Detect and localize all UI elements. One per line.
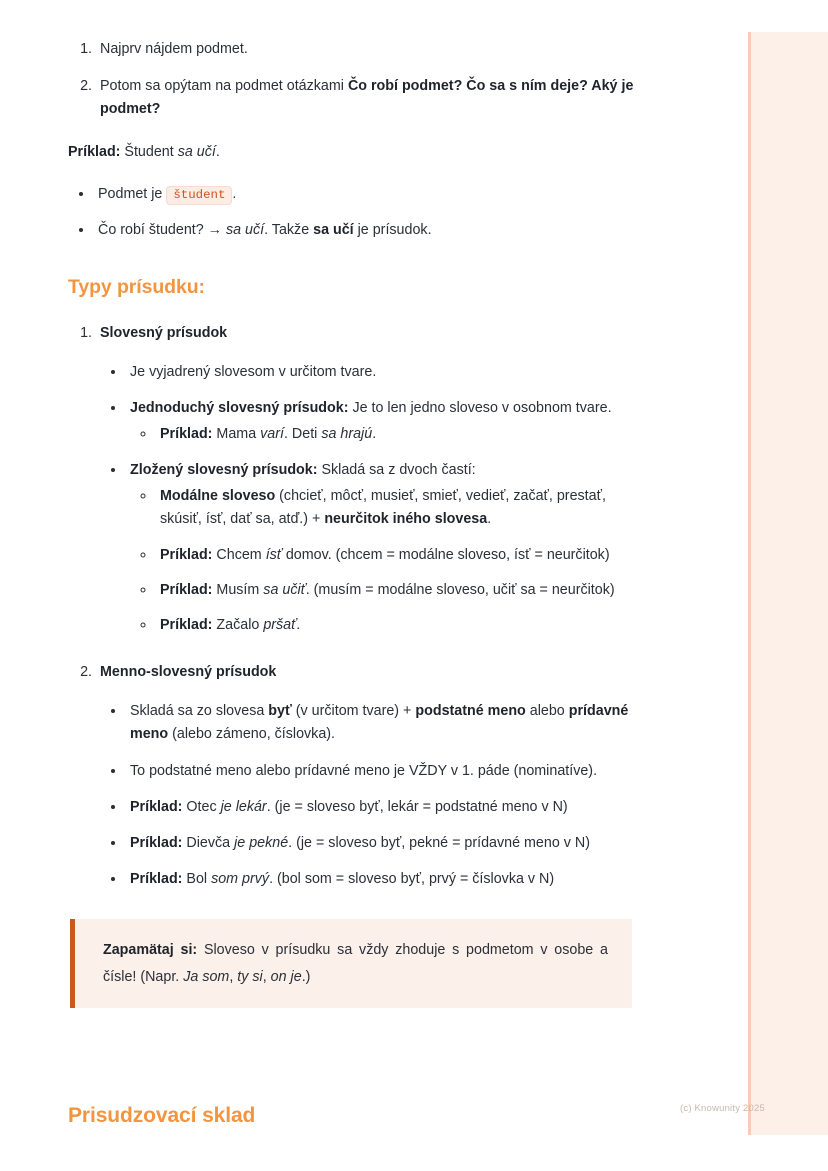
types-ordered-list: [68, 322, 638, 892]
priklad-i1: ísť: [265, 546, 282, 563]
list-item: [96, 322, 638, 638]
list-item: [126, 459, 638, 637]
priklad-p2: . Deti: [283, 425, 322, 442]
type-2-heading: Menno-slovesný prísudok: [100, 664, 277, 681]
t1-b3-plain: Skladá sa z dvoch častí:: [317, 462, 476, 479]
priklad-p1: Bol: [182, 871, 212, 888]
example-italic: sa učí: [177, 144, 216, 161]
subject-b2-before: Čo robí študent? →: [98, 221, 226, 238]
page-title: Typy prísudku:: [68, 275, 205, 298]
remember-callout: [70, 919, 632, 1008]
callout-p4: .): [301, 968, 311, 985]
priklad-p2: .: [296, 616, 301, 633]
t1-b2-bold: Jednoduchý slovesný prísudok:: [130, 399, 349, 416]
t2-b2-text: To podstatné meno alebo prídavné meno je VŽDY v 1. páde (nominatíve).: [130, 762, 598, 779]
list-item: [126, 700, 638, 746]
t1-b2-sublist: [130, 423, 638, 446]
t1-b3-sublist: [130, 485, 638, 637]
callout-p1: Sloveso v prísudku sa vždy zhoduje s podmetom v osobe a čísle! (Napr.: [103, 942, 608, 985]
priklad-p2: . (je = sloveso byť, lekár = podstatné meno v N): [266, 798, 568, 815]
callout-i2: ty si: [237, 968, 263, 985]
neurcitok-bold: neurčitok iného slovesa: [324, 511, 488, 528]
priklad-label: Príklad:: [130, 834, 183, 851]
example-text-before: Študent: [120, 144, 178, 161]
priklad-p2: domov. (chcem = modálne sloveso, ísť = neurčitok): [281, 546, 610, 563]
list-item: [126, 760, 638, 783]
list-item: [126, 868, 638, 891]
callout-p2: ,: [229, 968, 238, 985]
priklad-p3: .: [372, 425, 377, 442]
list-item: [156, 579, 638, 602]
copyright-watermark: (c) Knowunity 2025: [680, 1103, 765, 1114]
code-chip-student: študent: [166, 186, 232, 205]
subject-b2-after: je prísudok.: [353, 221, 432, 238]
steps-ordered-list: [68, 38, 638, 121]
document-content: [68, 38, 638, 1008]
t2-b1-p1: Skladá sa zo slovesa: [130, 703, 269, 720]
callout-p3: ,: [262, 968, 271, 985]
type-1-heading: Slovesný prísudok: [100, 324, 228, 341]
priklad-p1: Začalo: [212, 616, 264, 633]
subject-b1-after: .: [232, 185, 237, 202]
priklad-p1: Mama: [212, 425, 261, 442]
list-item: [126, 832, 638, 855]
list-item: [156, 614, 638, 637]
callout-label: Zapamätaj si:: [103, 942, 198, 959]
priklad-label: Príklad:: [160, 581, 213, 598]
priklad-i1: pršať: [263, 616, 297, 633]
right-decorative-band: [748, 32, 828, 1135]
type-2-bullets: [100, 700, 638, 891]
list-item: [96, 75, 638, 121]
step-2-text: Potom sa opýtam na podmet otázkami: [100, 78, 348, 95]
type-1-bullets: [100, 361, 638, 637]
example-text-after: .: [215, 144, 220, 161]
priklad-label: Príklad:: [160, 616, 213, 633]
list-item: [94, 219, 638, 242]
priklad-p1: Chcem: [212, 546, 266, 563]
priklad-label: Príklad:: [160, 546, 213, 563]
t2-b1-b2: podstatné meno: [415, 703, 526, 720]
t1-b1-text: Je vyjadrený slovesom v určitom tvare.: [130, 363, 377, 380]
priklad-p1: Dievča: [182, 834, 235, 851]
example-paragraph: [68, 141, 638, 164]
subject-b1-before: Podmet je: [98, 185, 167, 202]
t2-b1-p4: (alebo zámeno, číslovka).: [168, 726, 336, 743]
list-item: [156, 423, 638, 446]
priklad-i1: je lekár: [220, 798, 267, 815]
example-label: Príklad:: [68, 144, 121, 161]
list-item: [156, 544, 638, 567]
priklad-i1: varí: [260, 425, 284, 442]
t2-b1-b3: prídavné meno: [130, 703, 629, 743]
list-item: [126, 361, 638, 384]
priklad-p1: Musím: [212, 581, 264, 598]
list-item: [126, 397, 638, 446]
bottom-section: [68, 1104, 668, 1128]
priklad-p1: Otec: [182, 798, 221, 815]
step-1-text: Najprv nájdem podmet.: [100, 41, 248, 57]
modalne-p2: .: [487, 511, 492, 528]
modalne-sloveso-label: Modálne sloveso: [160, 488, 276, 505]
priklad-p2: . (musím = modálne sloveso, učiť sa = neurčitok): [305, 581, 615, 598]
list-item: [156, 485, 638, 531]
t2-b1-p2: (v určitom tvare) +: [291, 703, 416, 720]
priklad-i1: je pekné: [234, 834, 289, 851]
priklad-i1: som prvý: [211, 871, 270, 888]
callout-i1: Ja som: [183, 968, 230, 985]
subject-b2-bold: sa učí: [313, 221, 354, 238]
subject-bullet-list: [68, 183, 638, 242]
t1-b3-bold: Zložený slovesný prísudok:: [130, 462, 318, 479]
priklad-p2: . (bol som = sloveso byť, prvý = číslovka v N): [269, 871, 555, 888]
t2-b1-p3: alebo: [525, 703, 569, 720]
list-item: [96, 38, 638, 61]
priklad-i2: sa hrajú: [321, 425, 373, 442]
list-item: [126, 796, 638, 819]
step-2-bold: Čo robí podmet? Čo sa s ním deje? Aký je podmet?: [100, 78, 634, 118]
list-item: [94, 183, 638, 206]
subject-b2-mid: . Takže: [264, 221, 314, 238]
priklad-i1: sa učiť: [263, 581, 306, 598]
priklad-label: Príklad:: [130, 798, 183, 815]
priklad-label: Príklad:: [130, 871, 183, 888]
list-item: [96, 661, 638, 891]
priklad-label: Príklad:: [160, 425, 213, 442]
callout-i3: on je: [270, 968, 302, 985]
t1-b2-plain: Je to len jedno sloveso v osobnom tvare.: [348, 399, 612, 416]
priklad-p2: . (je = sloveso byť, pekné = prídavné meno v N): [288, 834, 590, 851]
t2-b1-b1: byť: [268, 703, 292, 720]
modalne-p1: (chcieť, môcť, musieť, smieť, vedieť, začať, prestať, skúsiť, ísť, dať sa, atď.) +: [160, 488, 606, 528]
right-decorative-band-edge: [748, 32, 751, 1135]
bottom-page-title: Prisudzovací sklad: [68, 1104, 256, 1127]
subject-b2-italic: sa učí: [225, 221, 265, 238]
